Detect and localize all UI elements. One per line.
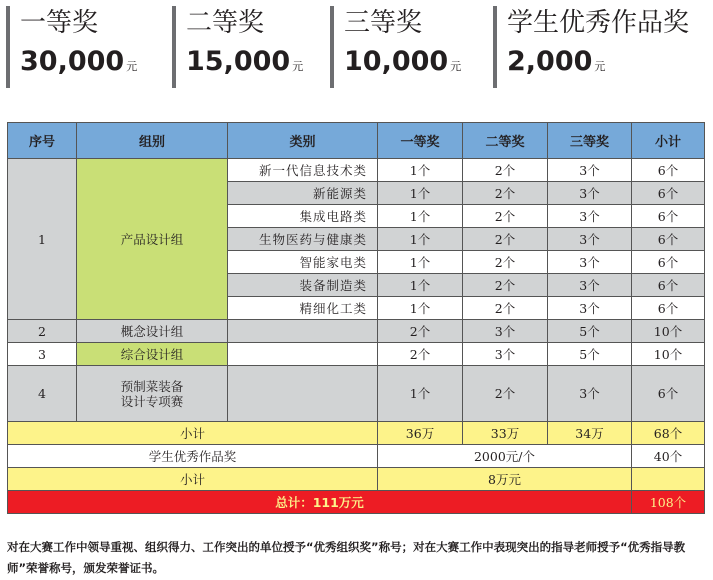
second-cell: 2个: [463, 228, 548, 251]
first-cell: 1个: [378, 205, 463, 228]
table-row: [8, 366, 705, 422]
header-third: 三等奖: [548, 123, 632, 159]
category-cell: 生物医药与健康类: [228, 228, 378, 251]
second-cell: 3个: [463, 343, 548, 366]
third-cell: 3个: [548, 159, 632, 182]
subtotal-cell: 6个: [632, 228, 705, 251]
second-cell: 33万: [463, 422, 548, 445]
group-index: 1: [8, 159, 77, 320]
student-award-label: 学生优秀作品奖: [8, 445, 378, 468]
first-cell: 1个: [378, 182, 463, 205]
second-cell: 2个: [463, 159, 548, 182]
category-cell: 新一代信息技术类: [228, 159, 378, 182]
student-subtotal-value: 8万元: [378, 468, 632, 491]
prize-name: 三等奖: [344, 8, 423, 38]
first-cell: 1个: [378, 228, 463, 251]
first-cell: 36万: [378, 422, 463, 445]
prize-name: 学生优秀作品奖: [507, 8, 690, 38]
group-name-line: 预制菜装备: [120, 378, 184, 394]
prize-second: [172, 6, 303, 88]
prize-summary: [0, 0, 713, 92]
third-cell: 3个: [548, 182, 632, 205]
header-category: 类别: [228, 123, 378, 159]
first-cell: 1个: [378, 159, 463, 182]
header-index: 序号: [8, 123, 77, 159]
first-cell: 2个: [378, 343, 463, 366]
footnote: 对在大赛工作中领导重视、组织得力、工作突出的单位授予“优秀组织奖”称号；对在大赛工作中表现突出的指导老师授予“优秀指导教师”荣誉称号，颁发荣誉证书。: [7, 540, 686, 575]
subtotal-cell: 6个: [632, 205, 705, 228]
third-cell: 3个: [548, 274, 632, 297]
category-cell: 智能家电类: [228, 251, 378, 274]
subtotal-row: [8, 422, 705, 445]
group-index: 4: [8, 366, 77, 422]
prize-name: 二等奖: [186, 8, 265, 38]
prize-unit: 元: [126, 60, 138, 73]
prize-amount: 2,000: [507, 46, 593, 77]
category-cell: [228, 343, 378, 366]
prize-amount: 30,000: [20, 46, 125, 77]
third-cell: 5个: [548, 343, 632, 366]
first-cell: 1个: [378, 274, 463, 297]
prize-student: [493, 6, 689, 88]
total-label: 总计：111万元: [8, 491, 632, 514]
prize-unit: 元: [594, 60, 606, 73]
subtotal-label: 小计: [8, 422, 378, 445]
first-cell: 1个: [378, 297, 463, 320]
prize-amount: 15,000: [186, 46, 291, 77]
subtotal-cell: 6个: [632, 182, 705, 205]
subtotal-cell: 6个: [632, 274, 705, 297]
subtotal-cell: 6个: [632, 251, 705, 274]
first-cell: 1个: [378, 251, 463, 274]
group-name-line: 设计专项赛: [120, 393, 184, 409]
prize-first: [6, 6, 137, 88]
category-cell: [228, 320, 378, 343]
subtotal-cell: 6个: [632, 159, 705, 182]
prize-amount: 10,000: [344, 46, 449, 77]
header-second: 二等奖: [463, 123, 548, 159]
second-cell: 2个: [463, 297, 548, 320]
subtotal-cell: 10个: [632, 343, 705, 366]
category-cell: 装备制造类: [228, 274, 378, 297]
table-row: [8, 343, 705, 366]
subtotal-cell: 6个: [632, 366, 705, 422]
category-cell: 集成电路类: [228, 205, 378, 228]
third-cell: 3个: [548, 205, 632, 228]
third-cell: 34万: [548, 422, 632, 445]
second-cell: 3个: [463, 320, 548, 343]
subtotal-cell: 10个: [632, 320, 705, 343]
prize-unit: 元: [450, 60, 462, 73]
category-cell: [228, 366, 378, 422]
second-cell: 2个: [463, 205, 548, 228]
student-award-value: 2000元/个: [378, 445, 632, 468]
header-subtotal: 小计: [632, 123, 705, 159]
subtotal-cell: [632, 468, 705, 491]
third-cell: 3个: [548, 251, 632, 274]
second-cell: 2个: [463, 182, 548, 205]
student-subtotal-label: 小计: [8, 468, 378, 491]
group-name: [77, 366, 228, 422]
first-cell: 2个: [378, 320, 463, 343]
award-table: [7, 122, 705, 514]
third-cell: 3个: [548, 228, 632, 251]
total-count: 108个: [632, 491, 705, 514]
group-name: 产品设计组: [77, 159, 228, 320]
group-index: 3: [8, 343, 77, 366]
second-cell: 2个: [463, 366, 548, 422]
prize-name: 一等奖: [20, 8, 99, 38]
prize-third: [330, 6, 461, 88]
second-cell: 2个: [463, 274, 548, 297]
third-cell: 5个: [548, 320, 632, 343]
group-index: 2: [8, 320, 77, 343]
prize-unit: 元: [292, 60, 304, 73]
first-cell: 1个: [378, 366, 463, 422]
group-name: 综合设计组: [77, 343, 228, 366]
student-award-row: [8, 445, 705, 468]
header-group: 组别: [77, 123, 228, 159]
table-row: [8, 159, 705, 182]
subtotal-cell: 68个: [632, 422, 705, 445]
third-cell: 3个: [548, 366, 632, 422]
third-cell: 3个: [548, 297, 632, 320]
header-first: 一等奖: [378, 123, 463, 159]
category-cell: 精细化工类: [228, 297, 378, 320]
table-row: [8, 320, 705, 343]
table-header-row: [8, 123, 705, 159]
subtotal-cell: 40个: [632, 445, 705, 468]
total-row: [8, 491, 705, 514]
category-cell: 新能源类: [228, 182, 378, 205]
group-name: 概念设计组: [77, 320, 228, 343]
student-subtotal-row: [8, 468, 705, 491]
second-cell: 2个: [463, 251, 548, 274]
subtotal-cell: 6个: [632, 297, 705, 320]
